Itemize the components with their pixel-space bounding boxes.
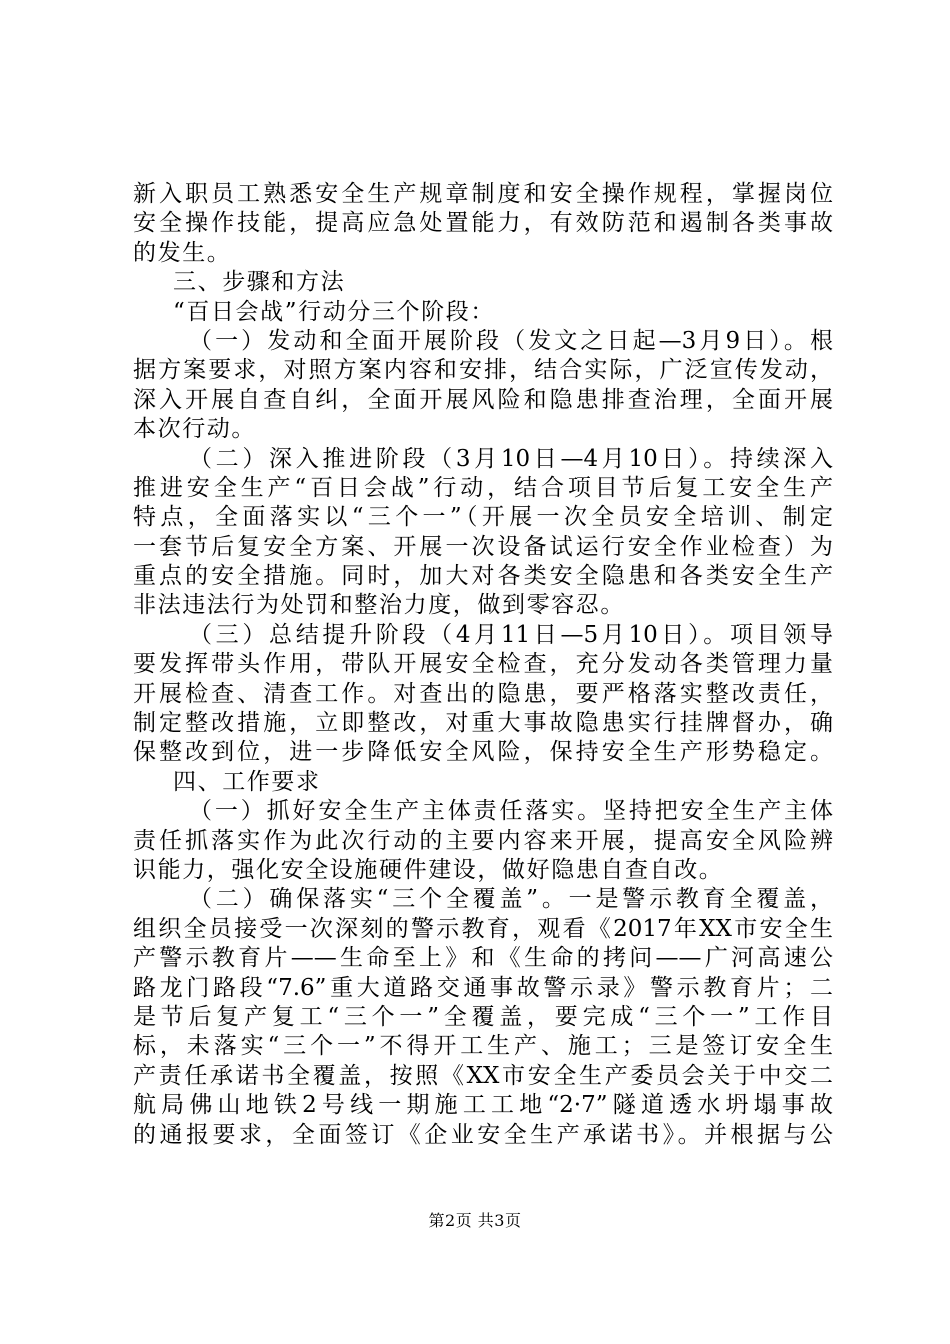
page-footer: 第2页 共3页 — [428, 1211, 522, 1230]
document-line: 的通报要求，全面签订《企业安全生产承诺书》。并根据与公 — [133, 1121, 833, 1148]
document-line: （一）抓好安全生产主体责任落实。坚持把安全生产主体 — [189, 798, 833, 825]
document-line: 标，未落实“三个一”不得开工生产、施工；三是签订安全生 — [133, 1033, 833, 1060]
document-line: 识能力，强化安全设施硬件建设，做好隐患自查自改。 — [133, 856, 724, 883]
document-line: 安全操作技能，提高应急处置能力，有效防范和遏制各类事故 — [133, 210, 833, 237]
document-body — [133, 180, 833, 1150]
document-line: 据方案要求，对照方案内容和安排，结合实际，广泛宣传发动， — [133, 357, 833, 384]
document-line: （二）确保落实“三个全覆盖”。一是警示教育全覆盖， — [189, 886, 833, 913]
document-line: （三）总结提升阶段（4月11日—5月10日）。项目领导 — [189, 621, 833, 648]
document-line: （二）深入推进阶段（3月10日—4月10日）。持续深入 — [189, 445, 833, 472]
document-line: 三、步骤和方法 — [173, 269, 346, 296]
document-line: 组织全员接受一次深刻的警示教育，观看《2017年XX市安全生 — [133, 915, 833, 942]
document-line: 路龙门路段“7.6”重大道路交通事故警示录》警示教育片；二 — [133, 974, 833, 1001]
document-line: （一）发动和全面开展阶段（发文之日起—3月9日）。根 — [189, 327, 833, 354]
document-line: 航局佛山地铁2号线一期施工工地“2·7”隧道透水坍塌事故 — [133, 1092, 833, 1119]
document-line: 保整改到位，进一步降低安全风险，保持安全生产形势稳定。 — [133, 739, 833, 766]
document-line: 非法违法行为处罚和整治力度，做到零容忍。 — [133, 592, 625, 619]
document-line: 开展检查、清查工作。对查出的隐患，要严格落实整改责任， — [133, 680, 833, 707]
document-line: 的发生。 — [133, 239, 232, 266]
document-line: 责任抓落实作为此次行动的主要内容来开展，提高安全风险辨 — [133, 827, 833, 854]
document-line: “百日会战”行动分三个阶段： — [173, 298, 495, 325]
document-line: 本次行动。 — [133, 416, 256, 443]
document-line: 深入开展自查自纠，全面开展风险和隐患排查治理，全面开展 — [133, 386, 833, 413]
document-line: 制定整改措施，立即整改，对重大事故隐患实行挂牌督办，确 — [133, 710, 833, 737]
document-line: 一套节后复安全方案、开展一次设备试运行安全作业检查）为 — [133, 533, 833, 560]
document-line: 产警示教育片——生命至上》和《生命的拷问——广河高速公 — [133, 945, 833, 972]
document-line: 重点的安全措施。同时，加大对各类安全隐患和各类安全生产 — [133, 563, 833, 590]
document-line: 要发挥带头作用，带队开展安全检查，充分发动各类管理力量 — [133, 651, 833, 678]
document-line: 四、工作要求 — [173, 768, 321, 795]
document-line: 是节后复产复工“三个一”全覆盖，要完成“三个一”工作目 — [133, 1003, 833, 1030]
document-line: 产责任承诺书全覆盖，按照《XX市安全生产委员会关于中交二 — [133, 1062, 833, 1089]
document-line: 特点，全面落实以“三个一”（开展一次全员安全培训、制定 — [133, 504, 833, 531]
document-line: 新入职员工熟悉安全生产规章制度和安全操作规程，掌握岗位 — [133, 181, 833, 207]
document-line: 推进安全生产“百日会战”行动，结合项目节后复工安全生产 — [133, 474, 833, 501]
